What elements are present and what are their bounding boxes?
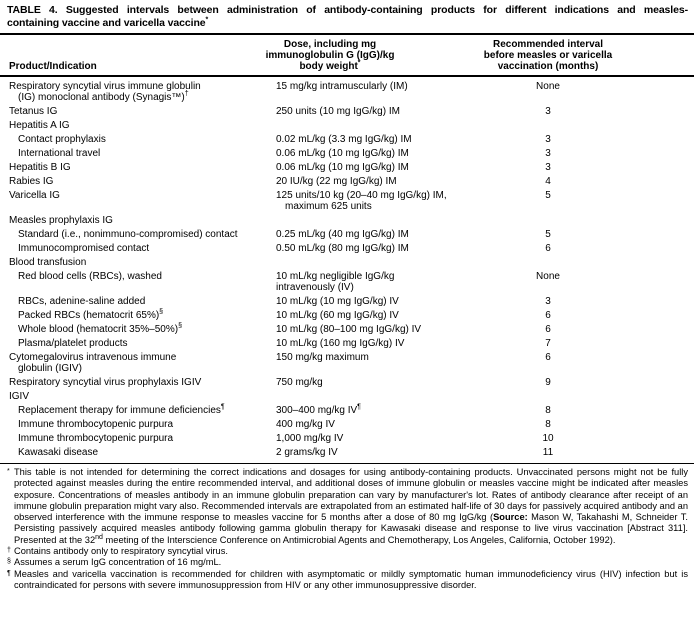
product-cell: Replacement therapy for immune deficiencies¶	[18, 403, 225, 416]
interval-cell: 6	[545, 324, 551, 335]
dose-cell: 250 units (10 mg IgG/kg) IM	[276, 106, 400, 117]
table-group-row	[0, 257, 694, 268]
table-body	[0, 77, 694, 463]
dose-footnote-marker: *	[357, 59, 361, 67]
table-row	[0, 176, 694, 187]
product-cell: Respiratory syncytial virus prophylaxis IGIV	[9, 377, 202, 388]
footnote-marker: §	[159, 308, 164, 316]
dose-cell: 10 mL/kg (160 mg IgG/kg) IV	[276, 338, 405, 349]
interval-cell: 3	[545, 148, 551, 159]
footnote-marker: ¶	[220, 403, 225, 411]
table-group-row	[0, 391, 694, 402]
table-row	[0, 377, 694, 388]
footnote: § Assumes a serum IgG concentration of 16 mg/mL.	[7, 557, 222, 568]
product-cell: Hepatitis A IG	[9, 120, 70, 131]
footnote-marker: ¶	[7, 569, 11, 577]
interval-cell: 3	[545, 106, 551, 117]
product-cell: Immune thrombocytopenic purpura	[18, 433, 174, 444]
table-title-line2: containing vaccine and varicella vaccine*	[7, 16, 209, 29]
dose-cell: 10 mL/kg negligible IgG/kg intravenously (IV)	[276, 271, 395, 293]
interval-cell: 7	[545, 338, 551, 349]
table-row	[0, 447, 694, 458]
product-cell: Whole blood (hematocrit 35%–50%)§	[18, 322, 182, 335]
dose-cell: 15 mg/kg intramuscularly (IM)	[276, 81, 408, 92]
title-footnote-marker: *	[205, 16, 209, 24]
product-cell: IGIV	[9, 391, 30, 402]
product-cell: Immunocompromised contact	[18, 243, 150, 254]
product-cell: Kawasaki disease	[18, 447, 99, 458]
footnote-marker: †	[7, 547, 11, 555]
table-row	[0, 190, 694, 212]
table-row	[0, 148, 694, 159]
product-cell: Varicella IG	[9, 190, 60, 201]
product-cell: Measles prophylaxis IG	[9, 215, 113, 226]
interval-cell: 8	[545, 419, 551, 430]
dose-cell: 0.06 mL/kg (10 mg IgG/kg) IM	[276, 148, 409, 159]
product-cell: Red blood cells (RBCs), washed	[18, 271, 162, 282]
product-cell: Tetanus IG	[9, 106, 58, 117]
header-product-indication: Product/Indication	[9, 61, 97, 72]
footnote-marker: *	[7, 468, 10, 475]
table-row	[0, 352, 694, 374]
dose-cell: 300–400 mg/kg IV¶	[276, 403, 361, 416]
interval-cell: 3	[545, 162, 551, 173]
table-row	[0, 134, 694, 145]
product-cell: Contact prophylaxis	[18, 134, 106, 145]
interval-cell: 9	[545, 377, 551, 388]
footnote-marker: §	[178, 322, 182, 330]
table-group-row	[0, 215, 694, 226]
product-cell: Cytomegalovirus intravenous immune globulin (IGIV)	[9, 352, 177, 374]
interval-cell: 5	[545, 190, 551, 201]
table-group-row	[0, 120, 694, 131]
interval-cell: 4	[545, 176, 551, 187]
dose-cell: 1,000 mg/kg IV	[276, 433, 344, 444]
footnote: ¶ Measles and varicella vaccination is recommended for children with asymptomatic or mildly symptomatic human immunodeficiency virus (HIV) infection but is contraindicated for persons with severe immunosuppression from HIV or any other immunosuppressive disorder.	[7, 568, 688, 590]
table-row	[0, 296, 694, 307]
interval-cell: 3	[545, 134, 551, 145]
table-row	[0, 405, 694, 416]
dose-cell: 10 mL/kg (10 mg IgG/kg) IV	[276, 296, 399, 307]
footnotes	[0, 464, 694, 591]
table-row	[0, 81, 694, 103]
interval-cell: 3	[545, 296, 551, 307]
dose-cell: 0.25 mL/kg (40 mg IgG/kg) IM	[276, 229, 409, 240]
footnote-marker: §	[7, 558, 11, 566]
product-cell: RBCs, adenine-saline added	[18, 296, 146, 307]
table-row	[0, 243, 694, 254]
table-row	[0, 310, 694, 321]
table-header-row	[0, 35, 694, 75]
dose-cell: 20 IU/kg (22 mg IgG/kg) IM	[276, 176, 397, 187]
dose-cell: 0.50 mL/kg (80 mg IgG/kg) IM	[276, 243, 409, 254]
product-cell: Immune thrombocytopenic purpura	[18, 419, 174, 430]
table-title	[0, 0, 694, 30]
interval-cell: 6	[545, 352, 551, 363]
footnote-marker: †	[184, 90, 189, 98]
dose-cell: 0.06 mL/kg (10 mg IgG/kg) IM	[276, 162, 409, 173]
interval-cell: 6	[545, 310, 551, 321]
table-title-line1: TABLE 4. Suggested intervals between administration of antibody-containing products for different indications and measles-	[7, 4, 688, 16]
product-cell: Standard (i.e., nonimmuno-compromised) contact	[18, 229, 238, 240]
interval-cell: 8	[545, 405, 551, 416]
product-cell: Plasma/platelet products	[18, 338, 128, 349]
table-row	[0, 324, 694, 335]
dose-cell: 750 mg/kg	[276, 377, 323, 388]
interval-cell: 6	[545, 243, 551, 254]
interval-cell: None	[536, 81, 560, 92]
product-cell: International travel	[18, 148, 101, 159]
interval-cell: 10	[542, 433, 554, 444]
dose-cell: 150 mg/kg maximum	[276, 352, 369, 363]
table-row	[0, 271, 694, 293]
interval-cell: None	[536, 271, 560, 282]
dose-cell: 10 mL/kg (80–100 mg IgG/kg) IV	[276, 324, 422, 335]
dose-cell: 2 grams/kg IV	[276, 447, 338, 458]
product-cell: Blood transfusion	[9, 257, 87, 268]
table-row	[0, 229, 694, 240]
header-recommended-interval: Recommended interval before measles or varicella vaccination (months)	[483, 39, 613, 72]
footnote: † Contains antibody only to respiratory syncytial virus.	[7, 546, 228, 557]
dose-cell: 125 units/10 kg (20–40 mg IgG/kg) IM, maximum 625 units	[276, 190, 447, 212]
footnote-marker: ¶	[357, 403, 361, 411]
product-cell: Respiratory syncytial virus immune globulin (IG) monoclonal antibody (Synagis™)†	[9, 81, 201, 103]
header-dose: Dose, including mg immunoglobulin G (IgG)/kg body weight*	[265, 39, 395, 72]
product-cell: Rabies IG	[9, 176, 54, 187]
table-row	[0, 433, 694, 444]
product-cell: Packed RBCs (hematocrit 65%)§	[18, 308, 164, 321]
dose-cell: 10 mL/kg (60 mg IgG/kg) IV	[276, 310, 399, 321]
table-row	[0, 162, 694, 173]
footnote: * This table is not intended for determining the correct indications and dosages for using antibody-containing products. Unvaccinated persons might not be fully protected against measles during the entire recommended interval, and additional doses of immune globulin or measles vaccine might be indicated after measles exposure. Concentrations of measles antibody in an immune globulin preparation can vary by manufacturer's lot. Rates of antibody clearance after receipt of an immune globulin preparation might vary also. Recommended intervals are extrapolated from an estimated half-life of 30 days for passively acquired antibody and an observed interference with the immune response to measles vaccine for 5 months after a dose of 80 mg IgG/kg (Source: Mason W, Takahashi M, Schneider T. Persisting passively acquired measles antibody following gamma globulin therapy for Kawasaki disease and response to live virus vaccination [Abstract 311]. Presented at the 32nd meeting of the Interscience Conference on Antimicrobial Agents and Chemotherapy, Los Angeles, California, October 1992).	[7, 467, 688, 545]
table-row	[0, 419, 694, 430]
dose-cell: 400 mg/kg IV	[276, 419, 335, 430]
product-cell: Hepatitis B IG	[9, 162, 71, 173]
interval-cell: 5	[545, 229, 551, 240]
interval-cell: 11	[542, 447, 554, 458]
dose-cell: 0.02 mL/kg (3.3 mg IgG/kg) IM	[276, 134, 412, 145]
table-row	[0, 106, 694, 117]
table-row	[0, 338, 694, 349]
